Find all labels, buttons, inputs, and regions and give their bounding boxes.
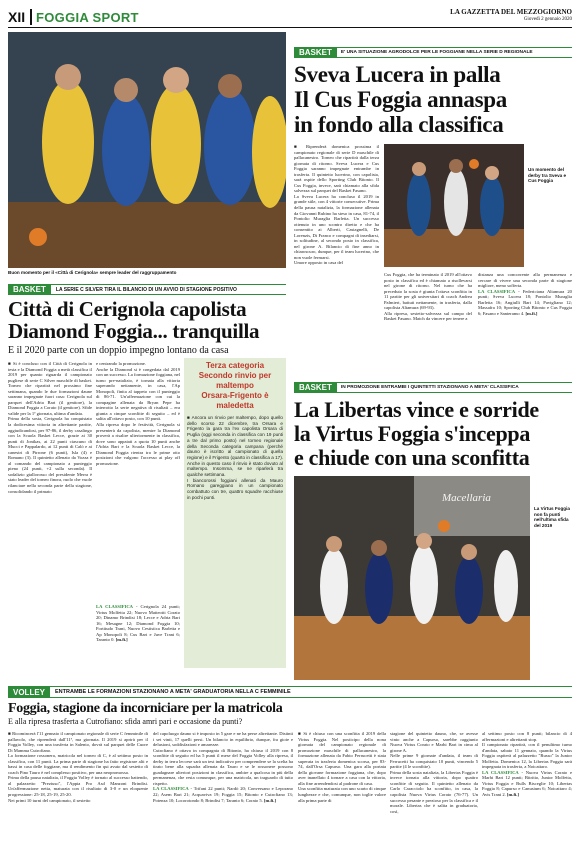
cerignola-photo: [8, 32, 286, 268]
basketball-team-illustration: [8, 32, 286, 268]
sidebar-box: [184, 358, 286, 668]
section-title: FOGGIA SPORT: [36, 10, 139, 25]
headline-volley: Foggia, stagione da incorniciare per la matricola: [8, 701, 283, 716]
arena-sign: Macellaria: [442, 492, 491, 504]
headline-libertas-1: La Libertas vince e sorride: [294, 397, 539, 422]
body-virtus-col2: stagione del quintetto dauno, che, se avesse vinto anche a Capurso, sarebbe raggiunto Nuova Virtus Corato e Marhi Bari in cima al girone A. Nelle prime 9 giornate d'andata, il team di Ferrucetti ha conquistato 10 punti, vincendo 5 partite (4 le sconfitte). Prima della sosta natalizia, la Libertas Foggia è invece tornata alla vittoria, dopo quattro sconfitte di seguito. Il quintetto allenato da Carlo Caracciolo ha sconfitto, in casa, la capolista Nuova Virtus Corato (76-77). Un successo pesante e prezioso per la classifica e il morale. Libertas che è salita in graduatoria, così,: [390, 731, 478, 814]
kicker-sveva: E' UNA SITUAZIONE AGRODOLCE PER LE FOGGIANE NELLA SERIE D REGIONALE: [340, 50, 533, 55]
body-sveva-col1: ■ Riprenderà domenica prossima il campionato regionale di serie D maschile di pallacanestro. Torneo che ripartirà dalla terza giornata di ritorno. Sveva Lucera e Cus Foggia saranno impegnate entrambe in trasferta. Il quintetto lucerino, con capolista, sarà ospite dello Sporting Club Bitonto. Il Cus Foggia, invece, sarà chiamato alla sfida salvezza sul parquet del Basket Fasano. La Sveva Lucera ha concluso il 2019 in grande stile, con 4 vittorie consecutive. Prima della pausa natalizia, la formazione allenata da Giovanni Rubino ha steso in casa, 81-74, il Pontolio Muraglia Barletta. Un successo ottenuto in uno scontro diretto e che ha consentito ai Alberti, Castagnelli, De Lorenzis, Di Franco e compagni di insediarsi, in solitudine, al secondo posto in classifica, nel girone A. Bilancio di fine anno in chiaroscuro, dunque, per il team lucerino, che non vuole fermarsi. Umore opposto in casa del: [294, 144, 379, 266]
body-volley-col2: del capoluogo dauno si è imposto in 5 gare e ne ha perse altrettante. Distinti i set vinti, 17 quelli persi. Un bilancio in equilibrio, dunque, fra gioie e delusioni, soddisfazioni e amarezze. Cutrofiano è ottava in compagnia di Bitonto, ha chiuso il 2019 con 8 sconfitte di seguito ed ha 5 punti il mese del Foggia Volley alla ripresa, il derby in terra leccese sarà un test indicativo per comprendere se la scelta ha tirato bene alla squadra allenata da Tauro e se le rossonere possono guadagnare ulteriori posizioni in classifica, ambire a qualcosa in più della permanenza, che resta comunque, per una matricola, un traguardo di tutto rispetto. LA CLASSIFICA - Trifani 22 punti; Nardò 20; Conversano e Leporano 22; Asem Bari 21; Acquaviva 19; Foggia 15; Bitonto e Cutrofiano 13; Potenza 10; Locorotondo 8; Brindisi 7; Taranto 6; Corato 5. [m.fi.]: [153, 731, 293, 803]
photo-caption-virtus: La Virtus Foggia non fa punti nell'ultima sfida del 2019: [534, 506, 570, 528]
masthead-divider: [30, 9, 32, 25]
section-tag-basket: BASKET: [294, 47, 337, 58]
headline-sveva-3: in fondo alla classifica: [294, 112, 504, 137]
headline-cerignola-1: Città di Cerignola capolista: [8, 297, 247, 321]
headline-libertas-3: e chiude con una sconfitta: [294, 445, 530, 470]
headline-libertas-2: la Virtus Foggia s'inceppa: [294, 421, 531, 446]
body-sveva-col2: Cus Foggia, che ha terminato il 2019 all'ottavo posto in classifica ed è chiamato a risollevarsi nel girone di ritorno. Nel turno che ha preceduto la sosta è giunta l'ottava sconfitta in 11 partite per gli universitari di coach Andrea Palmieri, battuti nettamente, in trasferta, dalla capolista Altamura (69-93). Alla ripresa, sestetto-salvezza sul campo del Basket Fasano. Match da vincere per tenere a: [384, 272, 472, 322]
kicker-libertas: IN PROMOZIONE ENTRAMBI I QUINTETTI STAZIONANO A META' CLASSIFICA: [340, 385, 519, 390]
body-sveva-col3: distanza una concorrente alla permanenza e cercare di vivere una seconda parte di stagione migliore, meno sofferta. LA CLASSIFICA - Federiciana Altamura 20 punti; Sveva Lucera 18; Pontolio Muraglia Barletta 16; Angiulli Bari 14; Pavigliano 12; Massafra 10; Sporting Club Bitonto e Cus Foggia 6; Fasano e Santeramo 4. [m.fi.]: [478, 272, 572, 316]
body-volley-col1: ■ Ricomincerà l'11 gennaio il campionato regionale di serie C femminile di pallavolo, che riprenderà dall'11ª, ma giornata. Il 2019 si aprirà per il Foggia Volley, con una trasferta in Salento, dovrà sul parquet delle Cuore Di Mamma Cutrofiano. La formazione rossonera, matricola nel torneo di C, è al settimo posto in classifica, con 11 punti. La prima parte di stagione ha fatto registrare alti e bassi in casa delle foggiane, ma il rendimento fin qui avuto dal sestetto di coach Pino Tauro è nel complesso positivo, per una neopromossa. Prima della pausa natalizia, il Foggia Volley è tornato al successo battendo, al palazzetto "Preziuso", l'Appia Pro Asd Manzoni Brindisi. Un'affermazione netta, maturata con il risultato di 3-0 e un eloquente progressione: 25-18, 25-19, 25-20. Nei primi 10 turni del campionato, il sestetto: [8, 731, 148, 803]
paper-name: LA GAZZETTA DEL MEZZOGIORNO: [450, 8, 572, 16]
kicker-volley: ENTRAMBE LE FORMAZIONI STAZIONANO A META' GRADUATORIA NELLA C FEMMINILE: [55, 689, 291, 695]
article-header-sveva: [294, 47, 572, 58]
body-cerignola-col1: ■ Si è concluso con il Città di Cerignola in testa e la Diamond Foggia a metà classifica il 2019 per quanto riguarda il campionato pugliese di serie C Silver maschile di basket. Torneo che ripartirà nel prossimo fine settimana, quando le due formazioni daune saranno impegnate fuori casa: Cerignola sul parquet dell'Adria Bari (il genitore), la Diamond Foggia a Corato (il genitore). Sfide valide per la 1ª giornata, ultima d'andata. Prima della sosta, Cerignola ha conquistato la dodicesima vittoria in altrettante partite, aggiudicandosi, per 97-86, il derby casalingo con la Scuola Basket Lecce, grazie ai 30 punti di Jonikas, ai 22 punti ciascuno di Mucci e Pappalardo, ai 12 punti di Calò e ai canestri di Pirrone (6 punti), Isla (4) e Romano (3). Il quintetto allenato da Vozza è al comando del campionato a punteggio pieno (24 punti, +2 sulla seconda). Il sodalizio giallorosso del presidente Merra è stato leader del torneo finora, ruolo che vuole rilanciare nella seconda parte della stagione, consolidando il primato: [8, 361, 92, 494]
article-header-volley: [8, 686, 572, 698]
headline-sveva-1: Sveva Lucera in palla: [294, 62, 501, 87]
photo-caption-sveva: Un momento del derby tra Sveva e Cus Foggia: [528, 167, 567, 184]
virtus-game-illustration: [294, 476, 530, 680]
section-tag-basket: BASKET: [8, 284, 51, 295]
deck-cerignola: E il 2020 parte con un doppio impegno lontano da casa: [8, 345, 229, 356]
sveva-photo: [384, 144, 524, 267]
page-number: XII: [8, 9, 26, 25]
section-tag-volley: VOLLEY: [8, 687, 50, 698]
issue-date: Giovedì 2 gennaio 2020: [523, 17, 572, 22]
sidebar-title: Terza categoria Secondo rinvio per maltempo Orsara-Frigento è maledetta: [198, 361, 272, 410]
standings-cerignola: LA CLASSIFICA - Cerignola 24 punti; Virtus Molfetta 22; Nuovo Matteotti Corato 20; Dinamo Brindisi 18; Lecce e Adria Bari 16; Mesagne 12; Diamond Foggia 10; Fortitudo Trani, Nuovo Cestistica Barletta e Ap Monopoli 8; Cus Bari e Juve Trani 6; Taranto 0. [m.fi.]: [96, 604, 180, 643]
masthead-rule: [8, 27, 572, 28]
article-header-cerignola: [8, 284, 286, 295]
body-cerignola-col2: e centrando la promozione. Anche la Diamond si è congedata dal 2019 con un successo. La formazione foggiana, nel turno pre-natalizio, è tornata alla vittoria superando nettamente, in casa, l'Ap Monopoli, finita al tappeto con il punteggio di 86-71. Un'affermazione con cui la compagine allenata da Bryan Pepe ha interrotto la serie negativa di risultati – era giunta a cinque sconfitte di seguito – ed è salita all'ottavo posto, con 10 punti. Alla ripresa dopo le festività, Cerignola si presenterà da capolista, mentre la Diamond proverà a risalire ulteriormente in classifica, dove sono appaiati a quota 10 punti anche l'Adria Bari e la Scuola Basket Lecce, la Diamond Foggia rientra tra le prime otto posizioni che valgono l'accesso ai play off promozione.: [96, 361, 180, 466]
deck-volley: E alla ripresa trasferta a Cutrofiano: sfida amri pari e occasione da punti?: [8, 717, 243, 726]
kicker-cerignola: LA SERIE C SILVER TIRA IL BILANCIO DI UN AVVIO DI STAGIONE POSITIVO: [55, 286, 237, 293]
photo-caption-cerignola: Buon momento per il «Città di Cerignola» sempre leader del raggruppamento: [8, 270, 177, 275]
body-virtus-col3: al settimo posto con 8 punti; bilancio di 4 affermazioni e altrettanti stop. Il campionato ripartirà, con il penultimo turno d'andata, sabato 11 gennaio, quando la Virtus Foggia ospiterà al palazzetto "Russo" la Junior Molfetta. Domenica 12, la Libertas Foggia sarà impegnata in trasferta, a Noicattaro. LA CLASSIFICA - Nuova Virtus Corato e Marhi Bari 12 punti; Bitritto, Junior Molfetta, Virtus Foggia e Bulls Bisceglie 10; Libertas Foggia 8; Capurso e Canusium 6; Noicattaro 4; Avis Trani 2. [m.fi.]: [482, 731, 572, 798]
sidebar-body: ■ Ancora un rinvio per maltempo, dopo quello dello scorso 22 dicembre, tra Orsara e Frigento la gara tra l'ex capolista Orsara di Puglia (oggi seconda in classifica con 19 punti a tre dal primo posto) nel torneo regionale della Seconda categoria campana (perché dauno è iscritto al campionato di quella regione) e il Frigento (quarto in classifica a 17). Anche in questo caso il rinvio è stato dovuto al maltempo. Insomma, se ne riparlerà tra qualche settimana. I biancorossi foggiani allenati da Mauro Romano gareggiano in un campionato combattuto con tre, quattro squadre racchiuse in pochi punti.: [187, 415, 283, 500]
headline-sveva-2: Il Cus Foggia annaspa: [294, 87, 507, 112]
section-tag-basket: BASKET: [294, 382, 337, 393]
headline-cerignola-2: Diamond Foggia... tranquilla: [8, 319, 260, 343]
body-virtus-col1: ■ Si è chiuso con una sconfitta il 2019 della Virtus Foggia. Nel posticipo della nona giornata del campionato regionale di promozione maschile di pallacanestro, la formazione allenata da Fabio Ferrucetti è stata superata in trasferta domenica scorsa, per 83-74, dall'Orsa Capurso. Una gara alla portata della giovane formazione foggiana, che, dopo aver inanellato 4 tornare a casa con la vittoria, alla fine arrendendosi al padrone di casa. Una sconfitta maturata con uno scarto di cinque lunghezze e che, comunque, non toglie valore alla prima parte di: [298, 731, 386, 803]
derby-action-illustration: [384, 144, 524, 267]
article-header-libertas: [294, 382, 572, 393]
virtus-photo: [294, 476, 530, 680]
